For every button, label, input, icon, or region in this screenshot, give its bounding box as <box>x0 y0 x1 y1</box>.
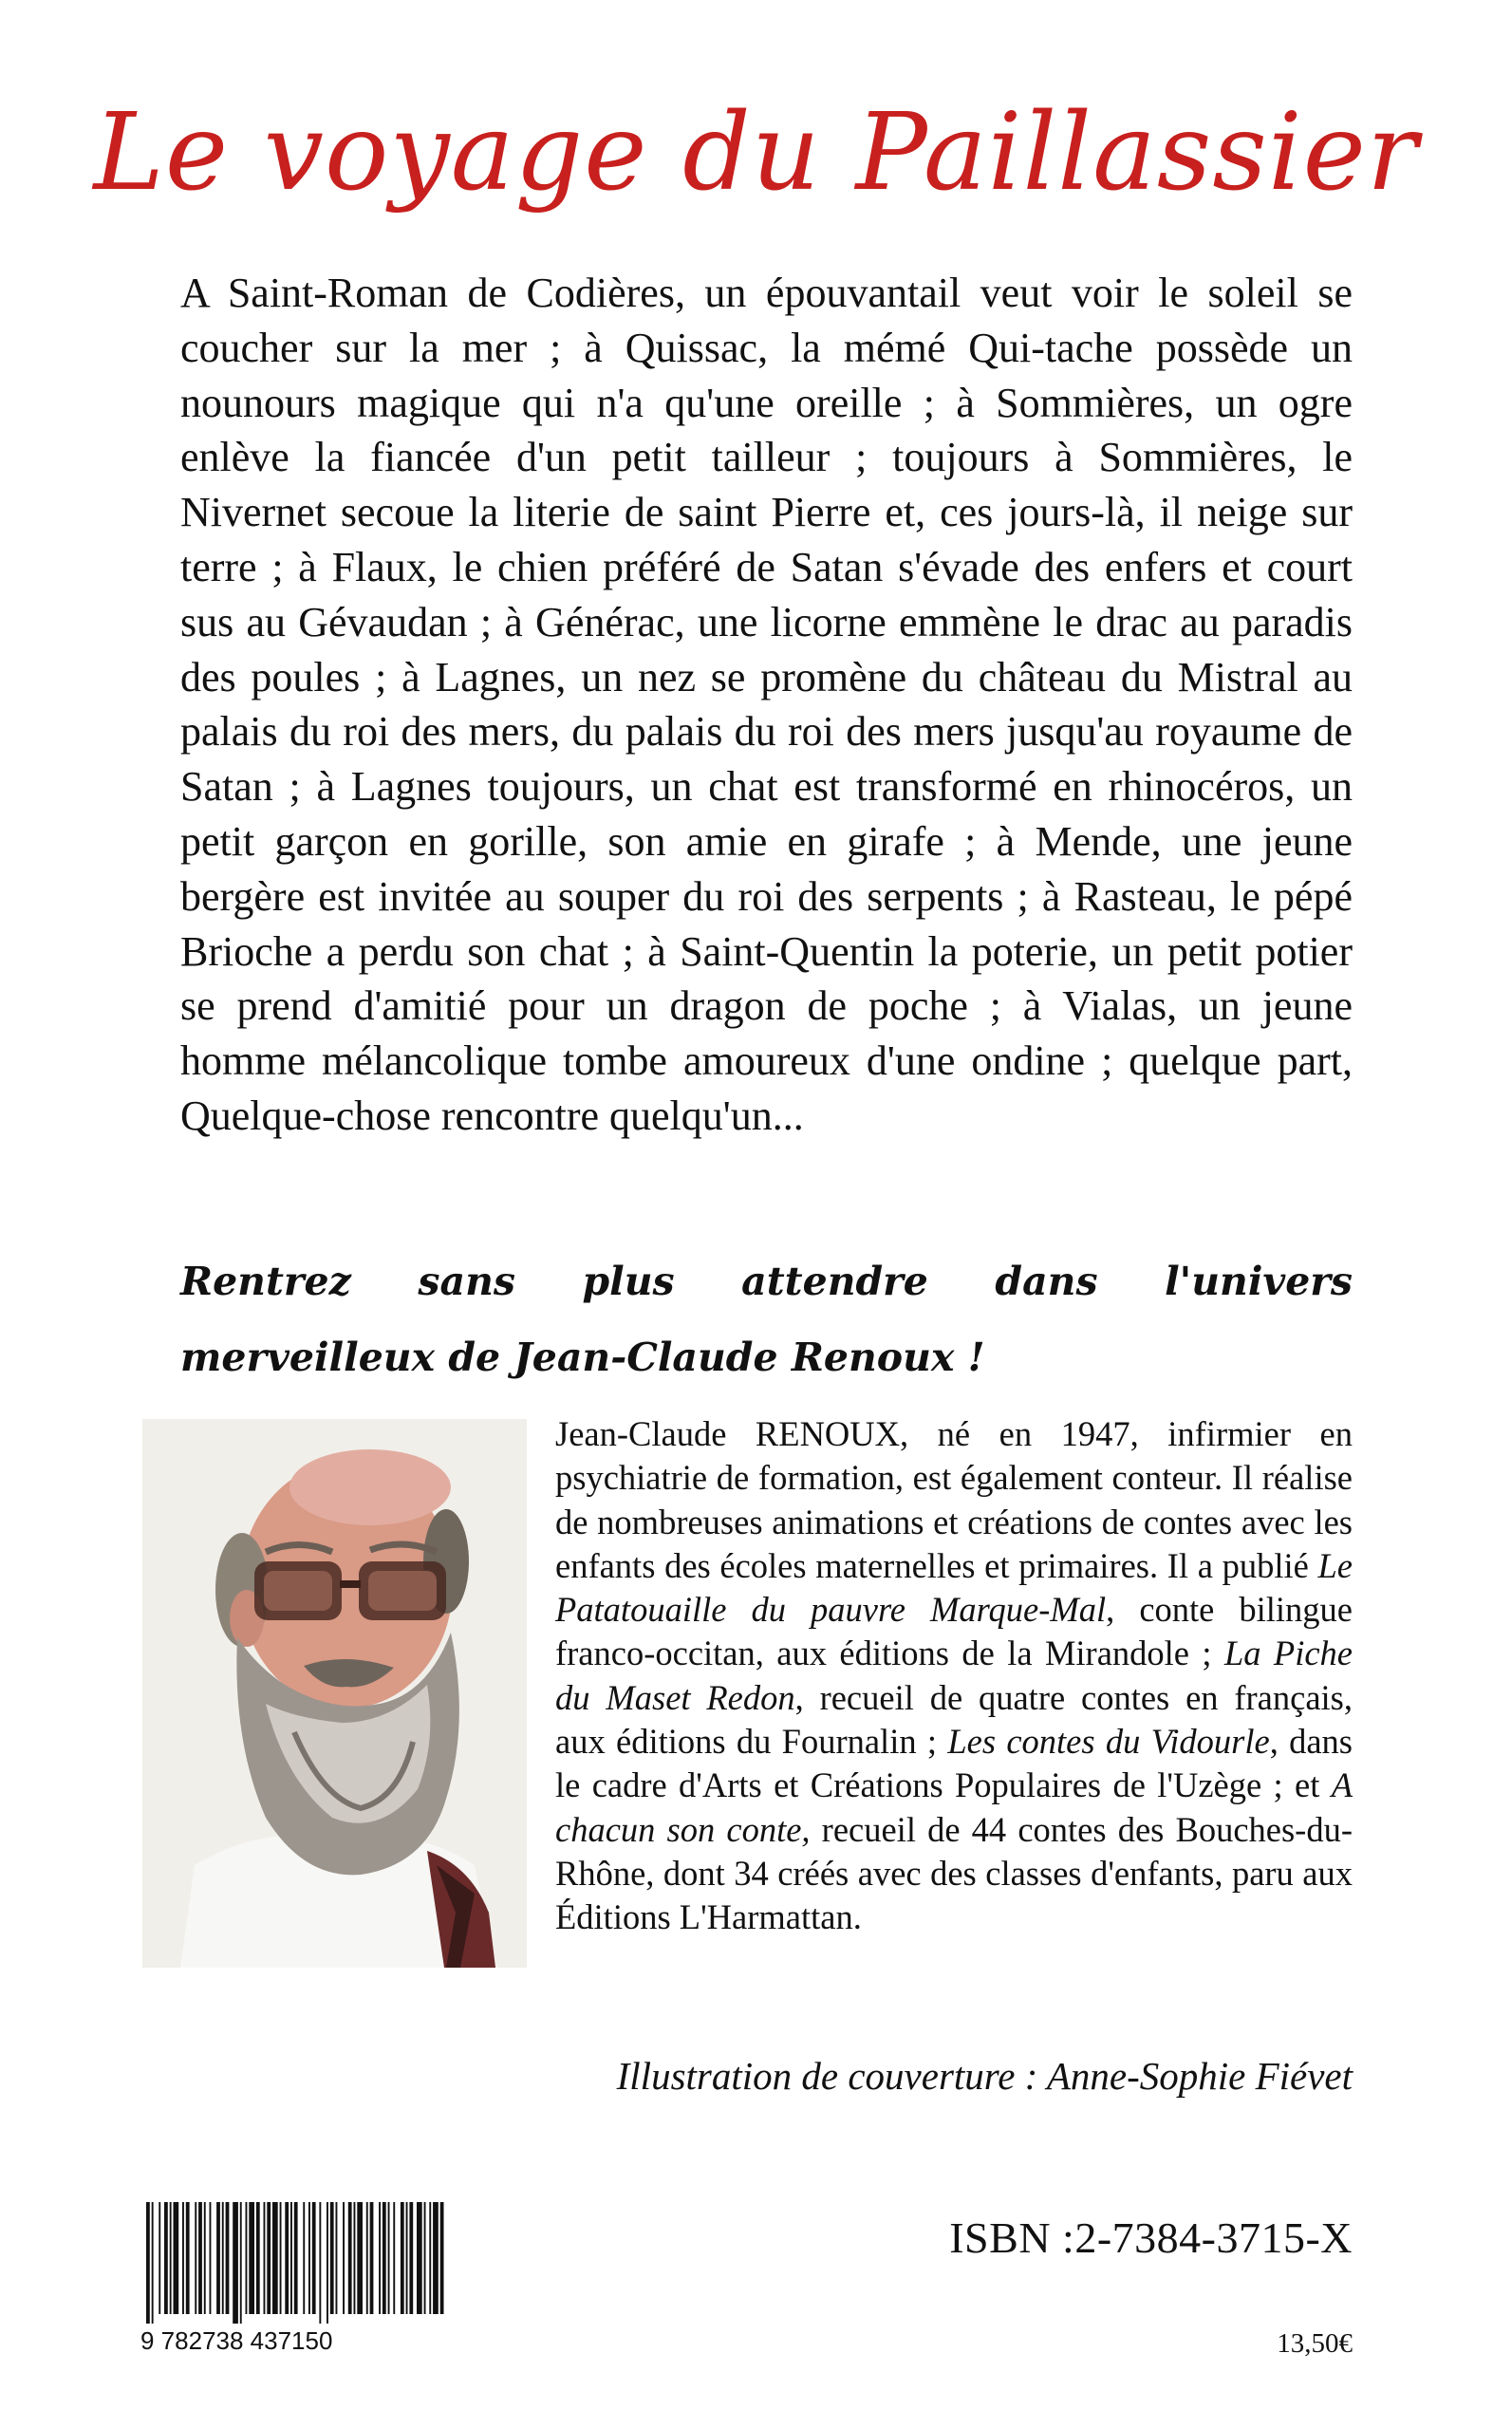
barcode-bar <box>164 2202 168 2314</box>
barcode-bar <box>146 2202 150 2324</box>
tagline: Rentrez sans plus attendre dans l'univers merveilleux de Jean-Claude Renoux ! <box>180 1259 1353 1380</box>
barcode-bar <box>303 2202 305 2314</box>
barcode-bar <box>440 2202 444 2314</box>
barcode-bar <box>417 2202 422 2314</box>
bio-title-4: A chacun son conte, <box>555 1765 1353 1849</box>
barcode-bar <box>174 2202 179 2314</box>
barcode-bar <box>319 2202 321 2324</box>
barcode-bar <box>308 2202 310 2314</box>
barcode-bar <box>388 2202 390 2314</box>
blurb-paragraph: A Saint-Roman de Codières, un épouvantail veut voir le soleil se coucher sur la mer ; à Quissac, la mémé Qui-tache possède un nounours magique qui n'a qu'une oreille ; à Sommières, un ogre enlève la fiancée d'un petit tailleur ; toujours à Sommières, le Nivernet secoue la literie de saint Pierre et, ces jours-là, il neige sur terre ; à Flaux, le chien préféré de Satan s'évade des enfers et court sus au Gévaudan ; à Générac, une licorne emmène le drac au paradis des poules ; à Lagnes, un nez se promène du château du Mistral au palais du roi des mers, du palais du roi des mers jusqu'au royaume de Satan ; à Lagnes toujours, un chat est transformé en rhinocéros, un petit garçon en gorille, son amie en girafe ; à Mende, une jeune bergère est invitée au souper du roi des serpents ; à Rasteau, le pépé Brioche a perdu son chat ; à Saint-Quentin la poterie, un petit potier se prend d'amitié pour un dragon de poche ; à Vialas, un jeune homme mélancolique tombe amoureux d'une ondine ; quelque part, Quelque-chose rencontre quelqu'un... <box>180 270 1353 1139</box>
barcode-bar <box>433 2202 439 2314</box>
barcode-bar <box>393 2202 395 2314</box>
barcode-bar <box>204 2202 206 2314</box>
price: 13,50€ <box>1277 2328 1353 2359</box>
barcode-bar <box>249 2202 254 2314</box>
barcode-bar <box>222 2202 224 2314</box>
barcode-bar <box>170 2202 172 2314</box>
barcode-bar <box>210 2202 212 2314</box>
author-portrait-image <box>142 1419 527 1968</box>
barcode-bar <box>159 2202 160 2314</box>
barcode-bar <box>370 2202 374 2314</box>
barcode-bar <box>233 2202 238 2324</box>
bio-title-3: Les contes du Vidourle <box>947 1722 1270 1762</box>
bio-text-4: , dans le cadre d'Arts et Créations Populaires de l'Uzège ; et <box>555 1722 1353 1805</box>
barcode-bar <box>186 2202 190 2314</box>
barcode-bar <box>272 2202 278 2314</box>
barcode-digits: 9 782738 437150 <box>140 2326 333 2354</box>
barcode-bar <box>240 2202 242 2324</box>
barcode-bar <box>330 2202 334 2314</box>
barcode-bar <box>182 2202 184 2314</box>
barcode-bar <box>256 2202 260 2314</box>
barcode-bar <box>264 2202 266 2314</box>
barcode-bar <box>366 2202 368 2314</box>
bio-text-2: , conte bilingue franco-occitan, aux éditions de la Mirandole ; <box>555 1590 1353 1673</box>
barcode-bar <box>226 2202 230 2314</box>
bio-text-3: , recueil de quatre contes en français, aux éditions du Fournalin ; <box>555 1677 1353 1762</box>
barcode-bars <box>146 2202 444 2324</box>
barcode-bar <box>267 2202 271 2314</box>
barcode-bar <box>348 2202 352 2314</box>
barcode-bar <box>285 2202 289 2314</box>
barcode-bar <box>152 2202 154 2324</box>
author-photo <box>142 1419 527 1968</box>
barcode-bar <box>290 2202 292 2314</box>
isbn: ISBN :2-7384-3715-X <box>949 2213 1353 2262</box>
barcode-bar <box>280 2202 282 2314</box>
barcode-bar <box>357 2202 363 2314</box>
barcode-bar <box>379 2202 381 2314</box>
barcode-bar <box>409 2202 413 2314</box>
barcode <box>140 2202 449 2354</box>
illustration-credit: Illustration de couverture : Anne-Sophie Fiévet <box>616 2054 1353 2098</box>
bio-text-1: Jean-Claude RENOUX, né en 1947, infirmier en psychiatrie de formation, est également conteur. Il réalise de nombreuses animations et créations de contes avec les enfants des écoles maternelles et primaires. Il a publié <box>555 1414 1353 1585</box>
barcode-bar <box>195 2202 196 2314</box>
author-biography <box>555 1412 1353 1940</box>
book-title: Le voyage du Paillassier <box>93 91 1419 215</box>
barcode-bar <box>343 2202 345 2314</box>
barcode-bar <box>424 2202 426 2314</box>
bio-title-2: La Piche du Maset Redon <box>555 1634 1353 1717</box>
barcode-bar <box>354 2202 356 2314</box>
barcode-bar <box>198 2202 202 2314</box>
barcode-bar <box>294 2202 298 2314</box>
barcode-bar <box>312 2202 316 2314</box>
barcode-bar <box>216 2202 220 2314</box>
barcode-bar <box>336 2202 338 2314</box>
bio-title-1: Le Patatouaille du pauvre Marque-Mal <box>555 1545 1353 1630</box>
bio-text-5: recueil de 44 contes des Bouches-du-Rhône, dont 34 créés avec des classes d'enfants, paru aux Éditions L'Harmattan. <box>555 1809 1353 1937</box>
barcode-bar <box>401 2202 404 2314</box>
barcode-bar <box>246 2202 248 2314</box>
barcode-bar <box>406 2202 408 2314</box>
barcode-bar <box>327 2202 328 2324</box>
barcode-bar <box>429 2202 431 2314</box>
barcode-bar <box>383 2202 386 2314</box>
